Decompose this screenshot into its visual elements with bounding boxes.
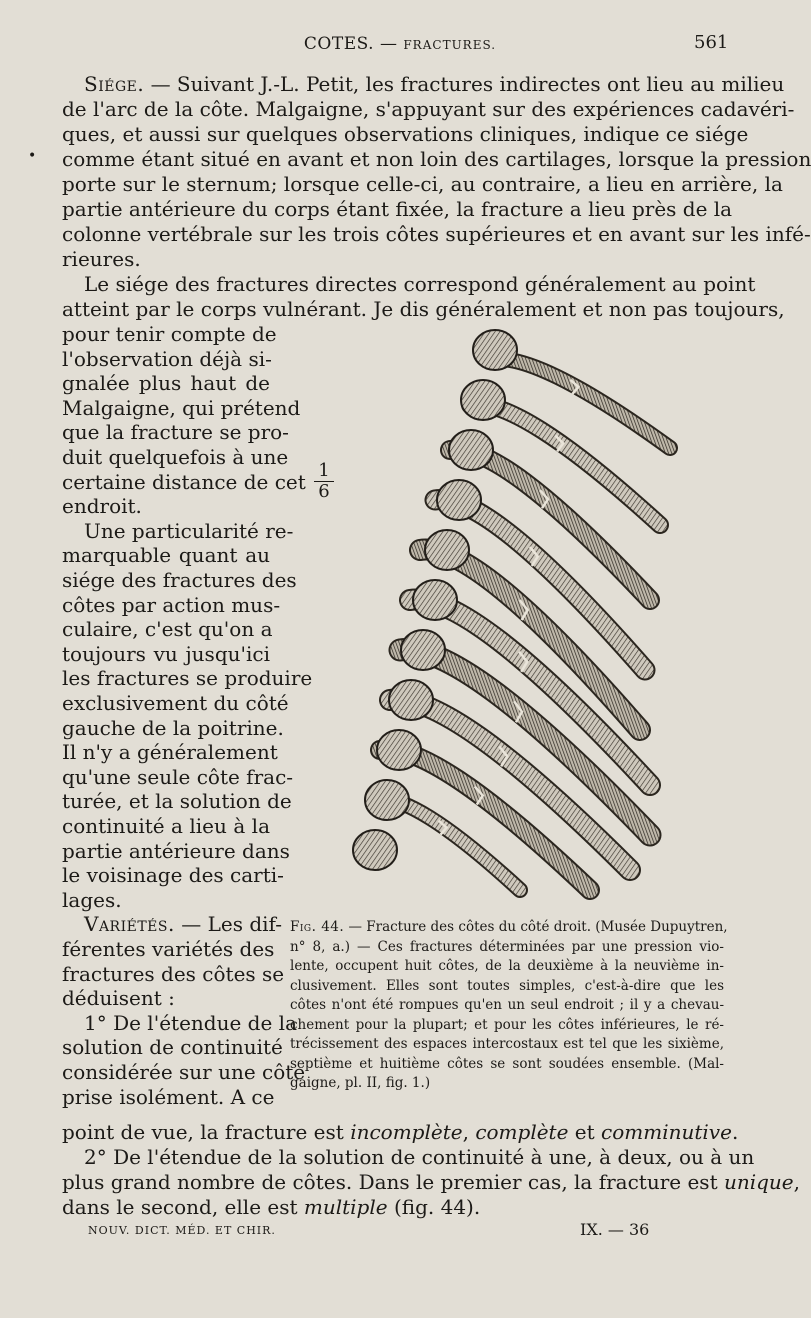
vertebra [389,680,433,720]
narrow-line: prise isolément. A ce [62,1084,275,1109]
narrow-line: fractures des côtes se [62,961,285,986]
body-line: 2° De l'étendue de la solution de continuité à une, à deux, ou à un [84,1145,755,1169]
narrow-line: qu'une seule côte frac- [62,764,294,789]
body-line: partie antérieure du corps étant fixée, la fracture a lieu près de la [62,197,733,221]
narrow-line: pour tenir compte de [62,322,277,346]
narrow-line: que la fracture se pro- [62,420,289,445]
rib-shading [490,359,670,448]
running-title-main: COTES. [303,34,375,54]
narrow-line: siége des fractures des [62,568,297,592]
narrow-line: les fractures se produire [62,666,313,691]
caption-line: clusivement. Elles sont toutes simples, c'est-à-dire que les [290,977,724,994]
narrow-line: exclusivement du côté [62,691,289,715]
caption-line: n° 8, a.) — Ces fractures déterminées par une pression vio- [290,938,724,955]
rib-fracture-engraving [320,330,720,920]
body-line: plus grand nombre de côtes. Dans le premier cas, la fracture est unique, [62,1170,801,1194]
narrow-line: considérée sur une côte [62,1060,306,1084]
narrow-line: Une particularité re- [84,518,294,543]
narrow-line: gauche de la poitrine. [62,715,284,740]
caption-line: Fig. 44. — Fracture des côtes du côté droit. (Musée Dupuytren, [290,919,728,935]
narrow-line: férentes variétés des [62,937,275,961]
narrow-line: Il n'y a généralement [62,740,278,765]
vertebra [377,730,421,770]
body-line: colonne vertébrale sur les trois côtes supérieures et en avant sur les infé- [62,222,811,246]
vertebra [401,630,445,670]
narrow-line: continuité a lieu à la [62,814,270,838]
body-line: point de vue, la fracture est incomplète, complète et comminutive. [62,1120,739,1144]
vertebra [413,580,457,620]
narrow-line: côtes par action mus- [62,592,281,617]
narrow-line: toujours vu jusqu'ici [62,641,270,666]
narrow-line: Variétés. — Les dif- [84,912,282,937]
vertebra [437,480,481,520]
rib-shading [435,499,645,670]
vertebra [449,430,493,470]
page-number: 561 [694,32,729,53]
body-line: dans le second, elle est multiple (fig. 44). [62,1195,481,1219]
narrow-line: endroit. [62,494,142,519]
narrow-line: partie antérieure dans [62,838,290,863]
narrow-line: duit quelquefois à une [62,445,289,469]
body-line: ques, et aussi sur quelques observations cliniques, indique ce siége [62,122,749,146]
scale-denominator: 6 [318,481,330,502]
margin-dot: • [28,148,37,164]
vertebral-column [353,330,517,870]
rib-group [375,359,670,890]
narrow-line: marquable quant au [62,543,270,568]
footer-signature: IX. — 36 [580,1220,650,1239]
body-line: Siége. — Suivant J.-L. Petit, les fractures indirectes ont lieu au milieu [84,72,785,96]
narrow-line: solution de continuité [62,1035,283,1060]
vertebra [473,330,517,370]
caption-line: gaigne, pl. II, fig. 1.) [290,1075,431,1091]
narrow-line: Malgaigne, qui prétend [62,395,301,420]
caption-line: lente, occupent huit côtes, de la deuxième à la neuvième in- [290,958,724,974]
vertebra [461,380,505,420]
running-title-dash: — [379,34,398,54]
vertebra [365,780,409,820]
caption-line: côtes n'ont été rompues qu'en un seul endroit ; il y a chevau- [290,997,724,1013]
running-title-sub: FRACTURES. [403,38,497,52]
narrow-line: 1° De l'étendue de la [84,1010,297,1035]
caption-line: chement pour la plupart; et pour les côtes inférieures, le ré- [290,1016,724,1033]
narrow-line: turée, et la solution de [62,789,292,814]
narrow-line: certaine distance de cet [62,469,306,494]
narrow-line: gnalée plus haut de [62,371,270,396]
narrow-line: déduisent : [62,986,175,1011]
narrow-line: culaire, c'est qu'on a [62,617,273,642]
narrow-line: l'observation déjà si- [62,346,272,371]
body-line: Le siége des fractures directes correspond généralement au point [84,272,756,296]
body-line: comme étant situé en avant et non loin des cartilages, lorsque la pression [62,147,811,171]
footer-publication: NOUV. DICT. MÉD. ET CHIR. [88,1224,276,1237]
narrow-line: le voisinage des carti- [62,863,284,888]
body-line: atteint par le corps vulnérant. Je dis généralement et non pas toujours, [62,297,785,321]
vertebra [353,830,397,870]
body-line: de l'arc de la côte. Malgaigne, s'appuyant sur des expériences cadavéri- [62,97,795,121]
scale-numerator: 1 [318,460,330,481]
body-line: porte sur le sternum; lorsque celle-ci, au contraire, a lieu en arrière, la [62,172,783,196]
body-line: rieures. [62,247,141,271]
narrow-line: lages. [62,887,122,912]
running-title [0,34,800,54]
caption-line: trécissement des espaces intercostaux est tel que les sixième, [290,1036,724,1052]
caption-line: septième et huitième côtes se sont soudées ensemble. (Mal- [290,1055,724,1072]
vertebra [425,530,469,570]
